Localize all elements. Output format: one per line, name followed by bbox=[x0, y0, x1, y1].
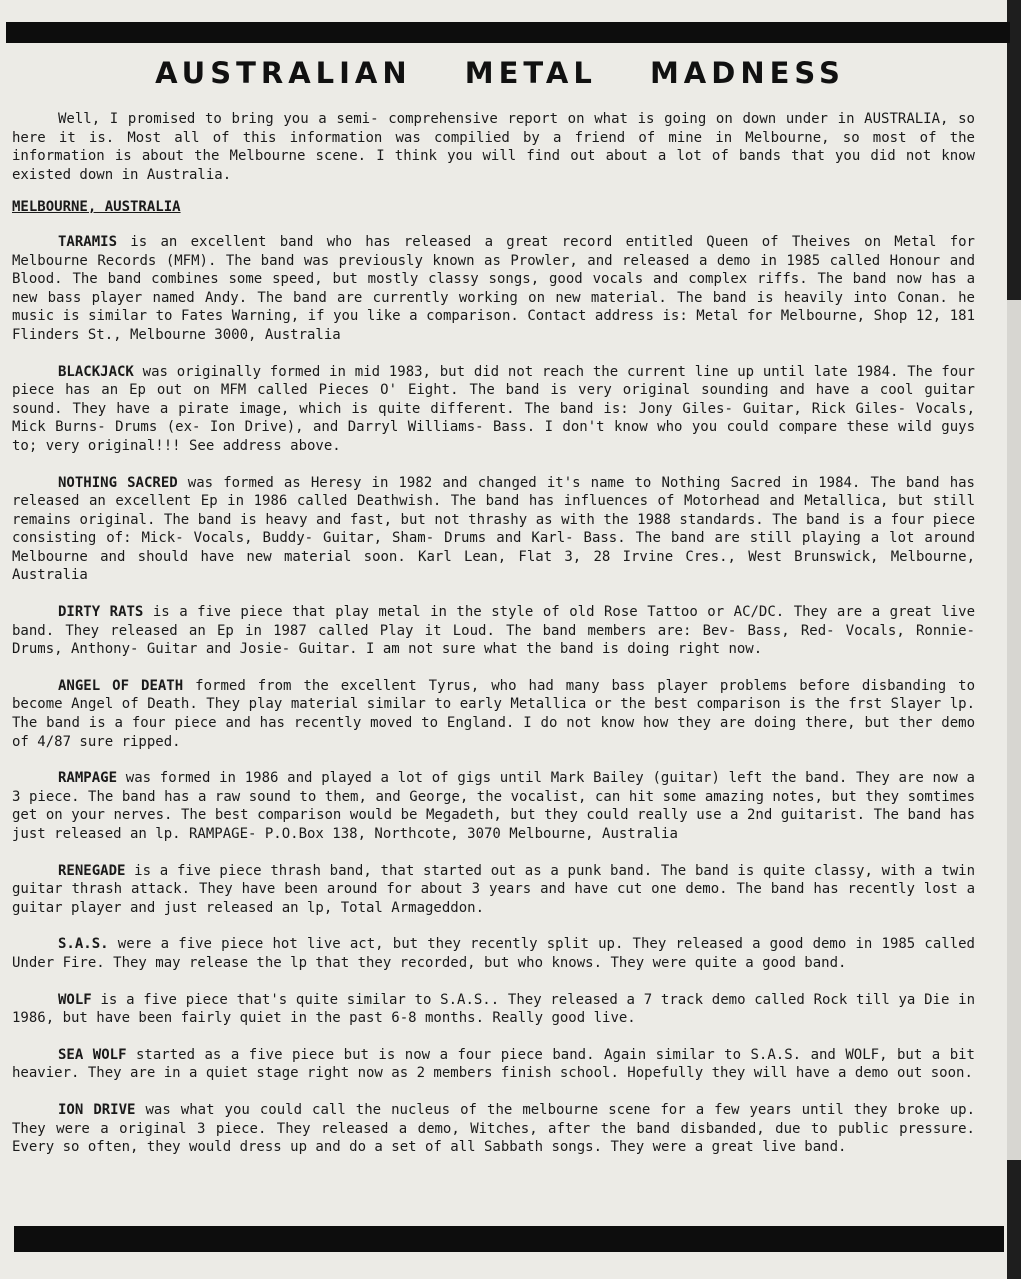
band-name: TARAMIS bbox=[58, 233, 118, 250]
band-name: NOTHING SACRED bbox=[58, 474, 178, 491]
band-name: ION DRIVE bbox=[58, 1101, 136, 1118]
band-name: DIRTY RATS bbox=[58, 604, 144, 621]
intro-paragraph: Well, I promised to bring you a semi- comprehensive report on what is going on down under in AUSTRALIA, so here it is. Most all of this information was compilied by a friend of mine in Melbourne, so most of the information is about the Melbourne scene. I think you will find out about a lot of bands that you did not know existed down in Australia. bbox=[12, 111, 975, 183]
band-entry bbox=[12, 862, 975, 918]
band-entry bbox=[12, 935, 975, 972]
top-rule bbox=[6, 22, 1010, 43]
band-description: is a five piece thrash band, that started out as a punk band. The band is quite classy, with a twin guitar thrash attack. They have been around for about 3 years and have cut one demo. The band has recently lost a guitar player and just released an lp, Total Armageddon. bbox=[12, 862, 975, 916]
band-description: was formed in 1986 and played a lot of gigs until Mark Bailey (guitar) left the band. They are now a 3 piece. The band has a raw sound to them, and George, the vocalist, can hit some amazing notes, but they somtimes get on your nerves. The best comparison would be Megadeth, but they could really use a 2nd guitarist. The band has just released an lp. RAMPAGE- P.O.Box 138, Northcote, 3070 Melbourne, Australia bbox=[12, 770, 975, 842]
band-description: is a five piece that's quite similar to S.A.S.. They released a 7 track demo called Rock till ya Die in 1986, but have been fairly quiet in the past 6-8 months. Really good live. bbox=[12, 991, 975, 1027]
band-name: RENEGADE bbox=[58, 862, 126, 879]
band-entry bbox=[12, 233, 975, 345]
band-description: formed from the excellent Tyrus, who had many bass player problems before disbanding to become Angel of Death. They play material similar to early Metallica or the best comparison is the frst Slayer lp. The band is a four piece and has recently moved to England. I do not know how they are doing there, but ther demo of 4/87 sure ripped. bbox=[12, 677, 975, 750]
band-name: SEA WOLF bbox=[58, 1046, 127, 1063]
band-entry bbox=[12, 991, 975, 1028]
band-name: S.A.S. bbox=[58, 936, 109, 953]
band-entry bbox=[12, 1101, 975, 1157]
article-body bbox=[12, 110, 975, 1175]
band-entry bbox=[12, 769, 975, 843]
band-description: was what you could call the nucleus of the melbourne scene for a few years until they broke up. They were a original 3 piece. They released a demo, Witches, after the band disbanded, due to public pressure. Every so often, they would dress up and do a set of all Sabbath songs. They were a great live band. bbox=[12, 1101, 976, 1156]
band-entry bbox=[12, 603, 975, 659]
band-name: BLACKJACK bbox=[58, 363, 134, 380]
band-name: ANGEL OF DEATH bbox=[58, 677, 184, 694]
band-description: started as a five piece but is now a four piece band. Again similar to S.A.S. and WOLF, but a bit heavier. They are in a quiet stage right now as 2 members finish school. Hopefully they will have a demo out soon. bbox=[12, 1046, 975, 1082]
band-description: was formed as Heresy in 1982 and changed it's name to Nothing Sacred in 1984. The band has released an excellent Ep in 1986 called Deathwish. The band has influences of Motorhead and Metallica, but still remains original. The band is heavy and fast, but not thrashy as with the 1988 standards. The band is a four piece consisting of: Mick- Vocals, Buddy- Guitar, Sham- Drums and Karl- Bass. The band are still playing a lot around Melbourne and should have new material soon. Karl Lean, Flat 3, 28 Irvine Cres., West Brunswick, Melbourne, Australia bbox=[12, 474, 975, 584]
band-description: were a five piece hot live act, but they recently split up. They released a good demo in 1985 called Under Fire. They may release the lp that they recorded, but who knows. They were quite a good band. bbox=[12, 936, 975, 971]
bottom-rule bbox=[14, 1226, 1004, 1252]
band-name: WOLF bbox=[58, 991, 92, 1008]
band-entry bbox=[12, 474, 975, 586]
band-entry bbox=[12, 1046, 975, 1083]
scan-edge-dark-bottom bbox=[1007, 1160, 1021, 1279]
scan-edge-dark-top bbox=[1007, 0, 1021, 300]
band-description: is a five piece that play metal in the style of old Rose Tattoo or AC/DC. They are a great live band. They released an Ep in 1987 called Play it Loud. The band members are: Bev- Bass, Red- Vocals, Ronnie- Drums, Anthony- Guitar and Josie- Guitar. I am not sure what the band is doing right now. bbox=[12, 604, 975, 658]
band-name: RAMPAGE bbox=[58, 770, 118, 787]
band-entry bbox=[12, 363, 975, 456]
section-heading: MELBOURNE, AUSTRALIA bbox=[12, 199, 181, 216]
band-description: is an excellent band who has released a great record entitled Queen of Theives on Metal for Melbourne Records (MFM). The band was previously known as Prowler, and released a demo in 1985 called Honour and Blood. The band combines some speed, but mostly classy songs, good vocals and complex riffs. The band now has a new bass player named Andy. The band are currently working on new material. The band is heavily into Conan. he music is similar to Fates Warning, if you like a comparison. Contact address is: Metal for Melbourne, Shop 12, 181 Flinders St., Melbourne 3000, Australia bbox=[12, 233, 975, 343]
band-entry bbox=[12, 677, 975, 751]
page-title: AUSTRALIAN METAL MADNESS bbox=[155, 56, 845, 90]
scan-edge-light bbox=[1007, 300, 1021, 1160]
band-description: was originally formed in mid 1983, but did not reach the current line up until late 1984. The four piece has an Ep out on MFM called Pieces O' Eight. The band is very original sounding and have a cool guitar sound. They have a pirate image, which is quite different. The band is: Jony Giles- Guitar, Rick Giles- Vocals, Mick Burns- Drums (ex- Ion Drive), and Darryl Williams- Bass. I don't know who you could compare these wild guys to; very original!!! See address above. bbox=[12, 363, 975, 454]
